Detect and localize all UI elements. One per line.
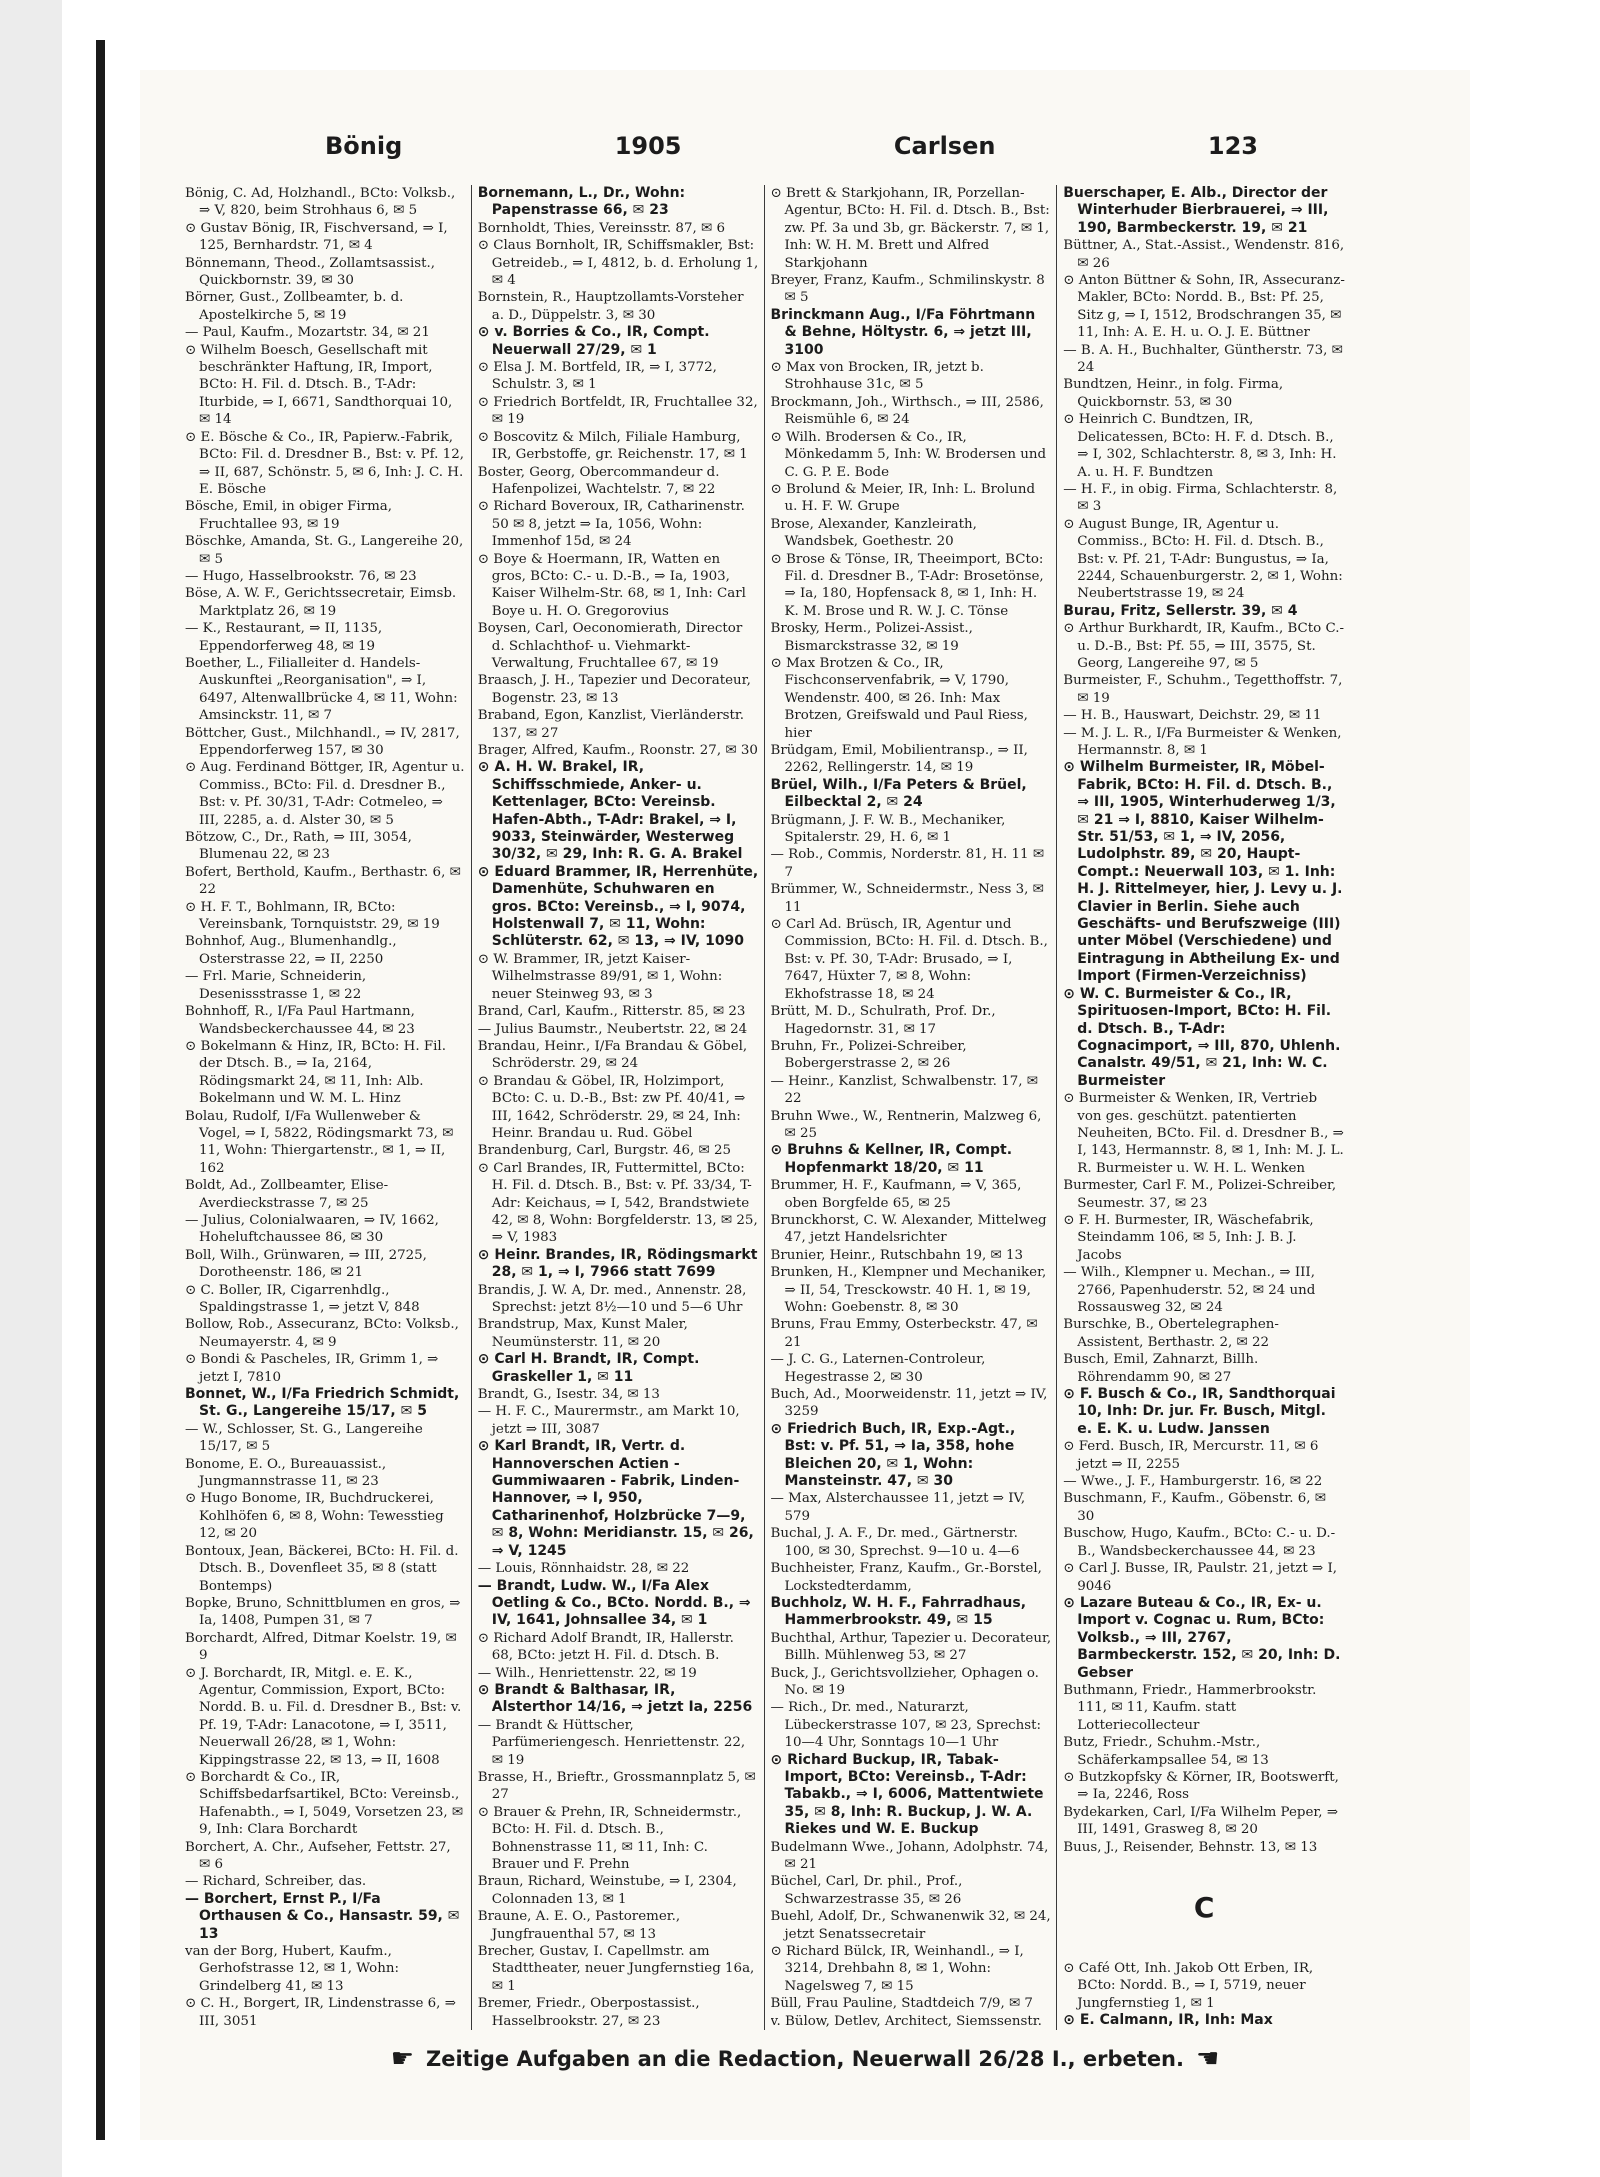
directory-entry: — Hugo, Hasselbrookstr. 76, ✉ 23 xyxy=(185,568,417,584)
directory-entry: ⊙ Arthur Burkhardt, IR, Kaufm., BCto C.- u. D.-B., Bst: Pf. 55, ⇒ III, 3575, St. Georg, Langereihe 97, ✉ 5 xyxy=(1063,621,1345,671)
directory-entry: ⊙ Borchardt & Co., IR, Schiffsbedarfsartikel, BCto: Vereinsb., Hafenabth., ⇒ I, 5049, Vorsetzen 23, ✉ 9, Inh: Clara Borchardt xyxy=(185,1769,464,1838)
directory-entry: Bönnemann, Theod., Zollamtsassist., Quickbornstr. 39, ✉ 30 xyxy=(185,255,436,289)
directory-entry: — Louis, Rönnhaidstr. 28, ✉ 22 xyxy=(477,1561,690,1577)
directory-entry: — Heinr., Kanzlist, Schwalbenstr. 17, ✉ 22 xyxy=(770,1073,1038,1107)
column-4 xyxy=(1063,185,1350,2030)
directory-entry: Brandis, J. W. A, Dr. med., Annenstr. 28, Sprechst: jetzt 8½—10 und 5—6 Uhr xyxy=(477,1282,747,1315)
directory-entry: ⊙ Wilhelm Boesch, Gesellschaft mit beschränkter Haftung, IR, Import, BCto: H. Fil. d. Dtsch. B., T-Adr: Iturbide, ⇒ I, 6671, Sandthorquai 10, ✉ 14 xyxy=(185,342,453,428)
directory-entry: — Richard, Schreiber, das. xyxy=(185,1874,367,1890)
directory-entry: Brunckhorst, C. W. Alexander, Mittelweg 47, jetzt Handelsrichter xyxy=(770,1212,1047,1246)
directory-entry: Bolau, Rudolf, I/Fa Wullenweber & Vogel, ⇒ I, 5822, Rödingsmarkt 73, ✉ 11, Wohn: Thiergartenstr., ✉ 1, ⇒ II, 162 xyxy=(185,1108,454,1176)
directory-entry: Bonome, E. O., Bureauassist., Jungmannstrasse 11, ✉ 23 xyxy=(185,1456,387,1490)
directory-entry: — Brandt & Hüttscher, Parfümeriengesch. Henriettenstr. 22, ✉ 19 xyxy=(477,1717,746,1768)
directory-entry: — Borchert, Ernst P., I/Fa Orthausen & Co., Hansastr. 59, ✉ 13 xyxy=(185,1890,460,1942)
directory-entry: ⊙ Richard Buckup, IR, Tabak-Import, BCto: Vereinsb., T-Adr: Tabakb., ⇒ I, 6006, Mattentwiete 35, ✉ 8, Inh: R. Buckup, J. W. A. Riekes und W. E. Buckup xyxy=(770,1751,1044,1838)
directory-entry: Bollow, Rob., Assecuranz, BCto: Volksb., Neumayerstr. 4, ✉ 9 xyxy=(185,1317,459,1350)
directory-entry: ⊙ Heinr. Brandes, IR, Rödingsmarkt 28, ✉ 1, ⇒ I, 7966 statt 7699 xyxy=(477,1246,758,1281)
binding-edge xyxy=(96,40,105,2140)
directory-entry: Brüel, Wilh., I/Fa Peters & Brüel, Eilbecktal 2, ✉ 24 xyxy=(770,776,1027,811)
directory-entry: Brügmann, J. F. W. B., Mechaniker, Spitalerstr. 29, H. 6, ✉ 1 xyxy=(770,812,1006,846)
directory-entry: ⊙ Aug. Ferdinand Böttger, IR, Agentur u. Commiss., BCto: Fil. d. Dresdner B., Bst: v. Pf. 30/31, T-Adr: Cotmeleo, ⇒ III, 2285, a. d. Alster 30, ✉ 5 xyxy=(185,760,465,828)
directory-entry: Brüdgam, Emil, Mobilientransp., ⇒ II, 2262, Rellingerstr. 14, ✉ 19 xyxy=(770,743,1028,776)
notice-text: Zeitige Aufgaben an die Redaction, Neuerwall 26/28 I., erbeten. xyxy=(426,2047,1184,2071)
directory-entry: ⊙ Elsa J. M. Bortfeld, IR, ⇒ I, 3772, Schulstr. 3, ✉ 1 xyxy=(477,360,717,393)
directory-entry: ⊙ Bondi & Pascheles, IR, Grimm 1, ⇒ jetzt I, 7810 xyxy=(185,1352,439,1385)
directory-entry: Braasch, J. H., Tapezier und Decorateur, Bogenstr. 23, ✉ 13 xyxy=(477,673,751,706)
directory-entry: ⊙ C. Boller, IR, Cigarrenhdlg., Spaldingstrasse 1, ⇒ jetzt V, 848 xyxy=(185,1282,420,1315)
directory-entry: Böse, A. W. F., Gerichtssecretair, Eimsb. Marktplatz 26, ✉ 19 xyxy=(185,586,457,619)
directory-entry: ⊙ Carl H. Brandt, IR, Compt. Graskeller 1, ✉ 11 xyxy=(477,1351,700,1385)
directory-entry: Brandstrup, Max, Kunst Maler, Neumünsterstr. 11, ✉ 20 xyxy=(477,1317,688,1350)
directory-entry: — Rich., Dr. med., Naturarzt, Lübeckerstrasse 107, ✉ 23, Sprechst: 10—4 Uhr, Sonntags 10—1 Uhr xyxy=(770,1700,1042,1751)
directory-entry: v. Bülow, Detlev, Architect, Siemssenstr. xyxy=(770,2013,1042,2029)
directory-entry: ⊙ Butzkopfsky & Körner, IR, Bootswerft, ⇒ Ia, 2246, Ross xyxy=(1063,1769,1339,1803)
directory-entry: Breyer, Franz, Kaufm., Schmilinskystr. 8 ✉ 5 xyxy=(770,273,1045,306)
directory-entry: ⊙ Friedrich Bortfeldt, IR, Fruchtallee 32, ✉ 19 xyxy=(477,394,758,428)
directory-entry: ⊙ F. Busch & Co., IR, Sandthorquai 10, Inh: Dr. jur. Fr. Busch, Mitgl. e. E. K. u. Ludw. Janssen xyxy=(1063,1386,1336,1437)
directory-entry: ⊙ Eduard Brammer, IR, Herrenhüte, Damenhüte, Schuhwaren en gros. BCto: Vereinsb., ⇒ I, 9074, Holstenwall 7, ✉ 11, Wohn: Schlüterstr. 62, ✉ 13, ⇒ IV, 1090 xyxy=(477,863,759,950)
directory-columns xyxy=(185,185,1350,2030)
directory-entry: Büchel, Carl, Dr. phil., Prof., Schwarzestrasse 35, ✉ 26 xyxy=(770,1874,963,1907)
directory-entry: Bötzow, C., Dr., Rath, ⇒ III, 3054, Blumenau 22, ✉ 23 xyxy=(185,830,412,863)
directory-entry: van der Borg, Hubert, Kaufm., Gerhofstrasse 12, ✉ 1, Wohn: Grindelberg 41, ✉ 13 xyxy=(185,1944,399,1994)
directory-entry: ⊙ W. Brammer, IR, jetzt Kaiser-Wilhelmstrasse 89/91, ✉ 1, Wohn: neuer Steinweg 93, ✉ 3 xyxy=(477,951,723,1002)
directory-entry: — Wilh., Klempner u. Mechan., ⇒ III, 2766, Papenhuderstr. 52, ✉ 24 und Rossausweg 32, ✉ 24 xyxy=(1063,1265,1316,1315)
directory-entry: Bruhn, Fr., Polizei-Schreiber, Bobergerstrasse 2, ✉ 26 xyxy=(770,1038,967,1072)
directory-entry: Buehl, Adolf, Dr., Schwanenwik 32, ✉ 24, jetzt Senatssecretair xyxy=(770,1909,1051,1942)
directory-entry: ⊙ v. Borries & Co., IR, Compt. Neuerwall 27/29, ✉ 1 xyxy=(477,324,710,358)
directory-entry: ⊙ Hugo Bonome, IR, Buchdruckerei, Kohlhöfen 6, ✉ 8, Wohn: Tewesstieg 12, ✉ 20 xyxy=(185,1491,444,1542)
directory-entry: ⊙ Claus Bornholt, IR, Schiffsmakler, Bst: Getreideb., ⇒ I, 4812, b. d. Erholung 1, ✉ 4 xyxy=(477,238,759,289)
directory-entry: Boether, L., Filialleiter d. Handels-Auskunftei „Reorganisation", ⇒ I, 6497, Altenwallbrücke 4, ✉ 11, Wohn: Amsinckstr. 11, ✉ 7 xyxy=(185,655,458,724)
directory-entry: ⊙ Boye & Hoermann, IR, Watten en gros, BCto: C.- u. D.-B., ⇒ Ia, 1903, Kaiser Wilhelm-Str. 68, ✉ 1, Inh: Carl Boye u. H. O. Gregorovius xyxy=(477,551,746,619)
directory-entry: ⊙ Max von Brocken, IR, jetzt b. Strohhause 31c, ✉ 5 xyxy=(770,360,984,393)
directory-entry: Brandt, G., Isestr. 34, ✉ 13 xyxy=(477,1387,660,1403)
directory-entry: Böschke, Amanda, St. G., Langereihe 20, ✉ 5 xyxy=(185,534,464,567)
directory-entry: ⊙ Brolund & Meier, IR, Inh: L. Brolund u. H. F. W. Grupe xyxy=(770,481,1036,515)
directory-entry: Borchert, A. Chr., Aufseher, Fettstr. 27, ✉ 6 xyxy=(185,1839,451,1872)
directory-entry: Bofert, Berthold, Kaufm., Berthastr. 6, ✉ 22 xyxy=(185,864,461,898)
directory-entry: Bornemann, L., Dr., Wohn: Papenstrasse 66, ✉ 23 xyxy=(477,185,686,219)
directory-entry: Bydekarken, Carl, I/Fa Wilhelm Peper, ⇒ III, 1491, Grasweg 8, ✉ 20 xyxy=(1063,1804,1339,1838)
directory-entry: — Wilh., Henriettenstr. 22, ✉ 19 xyxy=(477,1665,697,1681)
directory-entry: ⊙ Burmeister & Wenken, IR, Vertrieb von ges. geschützt. patentierten Neuheiten, BCto. Fil. d. Dresdner B., ⇒ I, 143, Hermannstr. 8, ✉ 1, Inh: M. J. L. R. Burmeister u. W. H. L. Wenken xyxy=(1063,1091,1344,1176)
directory-entry: Bontoux, Jean, Bäckerei, BCto: H. Fil. d. Dtsch. B., Dovenfleet 35, ✉ 8 (statt Bontemps) xyxy=(185,1543,459,1594)
directory-entry: — M. J. L. R., I/Fa Burmeister & Wenken, Hermannstr. 8, ✉ 1 xyxy=(1063,725,1342,758)
directory-entry: Brinckmann Aug., I/Fa Föhrtmann & Behne, Höltystr. 6, ⇒ jetzt III, 3100 xyxy=(770,306,1036,358)
directory-entry: Boldt, Ad., Zollbeamter, Elise-Averdieckstrasse 7, ✉ 25 xyxy=(185,1178,389,1211)
directory-entry: — H. F. C., Maurermstr., am Markt 10, jetzt ⇒ III, 3087 xyxy=(477,1404,740,1437)
directory-entry: Bohnhof, Aug., Blumenhandlg., Osterstrasse 22, ⇒ II, 2250 xyxy=(185,934,397,967)
directory-entry: ⊙ Karl Brandt, IR, Vertr. d. Hannoverschen Actien - Gummiwaaren - Fabrik, Linden-Hannover, ⇒ I, 950, Catharinenhof, Holzbrücke 7—9, ✉ 8, Wohn: Meridianstr. 15, ✉ 26, ⇒ V, 1245 xyxy=(477,1438,754,1559)
directory-entry: Brasse, H., Brieftr., Grossmannplatz 5, ✉ 27 xyxy=(477,1769,756,1803)
page-number: 123 xyxy=(1207,132,1258,160)
directory-entry: Brunken, H., Klempner und Mechaniker, ⇒ II, 54, Tresckowstr. 40 H. 1, ✉ 19, Wohn: Goebenstr. 8, ✉ 30 xyxy=(770,1265,1047,1315)
directory-entry: ⊙ Brett & Starkjohann, IR, Porzellan-Agentur, BCto: H. Fil. d. Dtsch. B., Bst: zw. Pf. 3a und 3b, gr. Bäckerstr. 7, ✉ 1, Inh: W. H. M. Brett und Alfred Starkjohann xyxy=(770,186,1050,271)
directory-entry: — Max, Alsterchaussee 11, jetzt ⇒ IV, 579 xyxy=(770,1491,1026,1524)
section-letter: C xyxy=(1193,1891,1215,1924)
directory-entry: — H. F., in obig. Firma, Schlachterstr. 8, ✉ 3 xyxy=(1063,481,1338,515)
directory-entry: ⊙ Carl J. Busse, IR, Paulstr. 21, jetzt ⇒ I, 9046 xyxy=(1063,1561,1337,1594)
directory-entry: Brose, Alexander, Kanzleirath, Wandsbek, Goethestr. 20 xyxy=(770,516,977,550)
directory-entry: Buchal, J. A. F., Dr. med., Gärtnerstr. 100, ✉ 30, Sprechst. 9—10 u. 4—6 xyxy=(770,1526,1020,1559)
directory-entry: ⊙ Brandt & Balthasar, IR, Alsterthor 14/16, ⇒ jetzt Ia, 2256 xyxy=(477,1681,753,1716)
directory-entry: Brunier, Heinr., Rutschbahn 19, ✉ 13 xyxy=(770,1247,1024,1263)
directory-entry: Burmeister, F., Schuhm., Tegetthoffstr. 7, ✉ 19 xyxy=(1063,673,1343,706)
directory-entry: — H. B., Hauswart, Deichstr. 29, ✉ 11 xyxy=(1063,708,1322,724)
directory-entry: Boster, Georg, Obercommandeur d. Hafenpolizei, Wachtelstr. 7, ✉ 22 xyxy=(477,464,720,497)
directory-entry: ⊙ H. F. T., Bohlmann, IR, BCto: Vereinsbank, Tornquiststr. 29, ✉ 19 xyxy=(185,899,440,933)
directory-entry: Busch, Emil, Zahnarzt, Billh. Röhrendamm 90, ✉ 27 xyxy=(1063,1352,1259,1385)
directory-entry: Brandau, Heinr., I/Fa Brandau & Göbel, Schröderstr. 29, ✉ 24 xyxy=(477,1038,748,1072)
directory-entry: Buerschaper, E. Alb., Director der Winterhuder Bierbrauerei, ⇒ III, 190, Barmbeckerstr. 19, ✉ 21 xyxy=(1063,185,1329,236)
directory-entry: Büll, Frau Pauline, Stadtdeich 7/9, ✉ 7 xyxy=(770,1996,1033,2012)
scan-margin xyxy=(0,0,62,2177)
directory-entry: Bohnhoff, R., I/Fa Paul Hartmann, Wandsbeckerchaussee 44, ✉ 23 xyxy=(185,1004,415,1037)
directory-entry: ⊙ Wilh. Brodersen & Co., IR, Mönkedamm 5, Inh: W. Brodersen und C. G. P. E. Bode xyxy=(770,429,1047,480)
directory-entry: — Brandt, Ludw. W., I/Fa Alex Oetling & Co., BCto. Nordd. B., ⇒ IV, 1641, Johnsallee 34, ✉ 1 xyxy=(477,1577,751,1629)
directory-entry: Buthmann, Friedr., Hammerbrookstr. 111, ✉ 11, Kaufm. statt Lotteriecollecteur xyxy=(1063,1682,1317,1733)
directory-entry: Boll, Wilh., Grünwaren, ⇒ III, 2725, Dorotheenstr. 186, ✉ 21 xyxy=(185,1247,427,1281)
directory-entry: ⊙ Brose & Tönse, IR, Theeimport, BCto: Fil. d. Dresdner B., T-Adr: Brosetönse, ⇒ Ia, 180, Hopfensack 8, ✉ 1, Inh: H. K. M. Brose und R. W. J. C. Tönse xyxy=(770,551,1044,619)
directory-entry: Brümmer, W., Schneidermstr., Ness 3, ✉ 11 xyxy=(770,882,1044,915)
directory-entry: Brockmann, Joh., Wirthsch., ⇒ III, 2586, Reismühle 6, ✉ 24 xyxy=(770,394,1044,428)
directory-entry: Buschmann, F., Kaufm., Göbenstr. 6, ✉ 30 xyxy=(1063,1491,1326,1524)
directory-entry: — Rob., Commis, Norderstr. 81, H. 11 ✉ 7 xyxy=(770,847,1045,880)
directory-entry: ⊙ Anton Büttner & Sohn, IR, Assecuranz-Makler, BCto: Nordd. B., Bst: Pf. 25, Sitz g, ⇒ I, 1512, Brodschrangen 35, ✉ 11, Inh: A. E. H. u. O. J. E. Büttner xyxy=(1063,273,1345,341)
directory-entry: Bonnet, W., I/Fa Friedrich Schmidt, St. G., Langereihe 15/17, ✉ 5 xyxy=(185,1386,460,1420)
column-3 xyxy=(771,185,1058,2030)
directory-entry: ⊙ J. Borchardt, IR, Mitgl. e. E. K., Agentur, Commission, Export, BCto: Nordd. B. u. Fil. d. Dresdner B., Bst: v. Pf. 19, T-Adr: Lanacotone, ⇒ I, 3511, Neuerwall 26/28, ✉ 1, Wohn: Kippingstrasse 22, ✉ 13, ⇒ II, 1608 xyxy=(185,1665,462,1768)
directory-entry: ⊙ A. H. W. Brakel, IR, Schiffsschmiede, Anker- u. Kettenlager, BCto: Vereinsb. Hafen-Abth., T-Adr: Brakel, ⇒ I, 9033, Steinwärder, Westerweg 30/32, ✉ 29, Inh: R. G. A. Brakel xyxy=(477,759,743,863)
directory-entry: — J. C. G., Laternen-Controleur, Hegestrasse 2, ✉ 30 xyxy=(770,1352,986,1385)
running-header xyxy=(325,132,1258,176)
directory-entry: — Julius, Colonialwaaren, ⇒ IV, 1662, Hoheluftchaussee 86, ✉ 30 xyxy=(185,1212,439,1246)
directory-entry: Böttcher, Gust., Milchhandl., ⇒ IV, 2817, Eppendorferweg 157, ✉ 30 xyxy=(185,725,460,758)
directory-entry: Bundtzen, Heinr., in folg. Firma, Quickbornstr. 53, ✉ 30 xyxy=(1063,377,1284,410)
directory-entry: — Wwe., J. F., Hamburgerstr. 16, ✉ 22 xyxy=(1063,1474,1323,1490)
directory-entry: Bönig, C. Ad, Holzhandl., BCto: Volksb., ⇒ V, 820, beim Strohhaus 6, ✉ 5 xyxy=(185,186,456,219)
directory-entry: ⊙ Heinrich C. Bundtzen, IR, Delicatessen, BCto: H. F. d. Dtsch. B., ⇒ I, 302, Schlachterstr. 8, ✉ 3, Inh: H. A. u. H. F. Bundtzen xyxy=(1063,412,1337,480)
directory-entry: Brecher, Gustav, I. Capellmstr. am Stadttheater, neuer Jungfernstieg 16a, ✉ 1 xyxy=(477,1944,755,1994)
directory-entry: ⊙ Café Ott, Inh. Jakob Ott Erben, IR, BCto: Nordd. B., ⇒ I, 5719, neuer Jungfernstieg 1, ✉ 1 xyxy=(1063,1961,1314,2011)
directory-entry: ⊙ Gustav Bönig, IR, Fischversand, ⇒ I, 125, Bernhardstr. 71, ✉ 4 xyxy=(185,220,448,254)
directory-entry: Buus, J., Reisender, Behnstr. 13, ✉ 13 xyxy=(1063,1839,1318,1855)
directory-entry: Brosky, Herm., Polizei-Assist., Bismarckstrasse 32, ✉ 19 xyxy=(770,621,973,654)
directory-entry: ⊙ E. Calmann, IR, Inh: Max xyxy=(1063,2012,1273,2029)
directory-entry: — B. A. H., Buchhalter, Güntherstr. 73, ✉ 24 xyxy=(1063,342,1343,376)
directory-entry: — W., Schlosser, St. G., Langereihe 15/17, ✉ 5 xyxy=(185,1421,423,1455)
directory-entry: Brandenburg, Carl, Burgstr. 46, ✉ 25 xyxy=(477,1143,732,1159)
directory-entry: Bopke, Bruno, Schnittblumen en gros, ⇒ Ia, 1408, Pumpen 31, ✉ 7 xyxy=(185,1595,461,1629)
directory-entry: ⊙ Bruhns & Kellner, IR, Compt. Hopfenmarkt 18/20, ✉ 11 xyxy=(770,1142,1013,1176)
directory-entry: Boysen, Carl, Oeconomierath, Director d. Schlachthof- u. Viehmarkt-Verwaltung, Fruchtallee 67, ✉ 19 xyxy=(477,621,743,671)
directory-entry: Budelmann Wwe., Johann, Adolphstr. 74, ✉ 21 xyxy=(770,1839,1049,1872)
directory-entry: ⊙ Bokelmann & Hinz, IR, BCto: H. Fil. der Dtsch. B., ⇒ Ia, 2164, Rödingsmarkt 24, ✉ 11, Inh: Alb. Bokelmann und W. M. L. Hinz xyxy=(185,1038,446,1107)
directory-entry: Brager, Alfred, Kaufm., Roonstr. 27, ✉ 30 xyxy=(477,743,758,758)
directory-entry: ⊙ August Bunge, IR, Agentur u. Commiss., BCto: H. Fil. d. Dtsch. B., Bst: v. Pf. 21, T-Adr: Bungustus, ⇒ Ia, 2244, Schauenburgerstr. 2, ✉ 1, Wohn: Neubertstrasse 19, ✉ 24 xyxy=(1063,516,1343,602)
directory-entry: ⊙ Richard Bülck, IR, Weinhandl., ⇒ I, 3214, Drehbahn 8, ✉ 1, Wohn: Nagelsweg 7, ✉ 15 xyxy=(770,1944,1024,1994)
directory-entry: ⊙ F. H. Burmester, IR, Wäschefabrik, Steindamm 106, ✉ 5, Inh: J. B. J. Jacobs xyxy=(1063,1212,1314,1263)
column-2 xyxy=(478,185,765,2030)
directory-entry: Buchheister, Franz, Kaufm., Gr.-Borstel, Lockstedterdamm, xyxy=(770,1561,1042,1594)
directory-entry: ⊙ Carl Ad. Brüsch, IR, Agentur und Commission, BCto: H. Fil. d. Dtsch. B., Bst: v. Pf. 30, T-Adr: Brusado, ⇒ I, 7647, Hüxter 7, ✉ 8, Wohn: Ekhofstrasse 18, ✉ 24 xyxy=(770,917,1048,1002)
directory-entry: Bruhn Wwe., W., Rentnerin, Malzweg 6, ✉ 25 xyxy=(770,1108,1042,1141)
directory-entry: Büttner, A., Stat.-Assist., Wendenstr. 816, ✉ 26 xyxy=(1063,238,1345,271)
directory-entry: Buchthal, Arthur, Tapezier u. Decorateur, Billh. Mühlenweg 53, ✉ 27 xyxy=(770,1630,1052,1664)
header-year: 1905 xyxy=(614,132,682,160)
directory-entry: ⊙ Ferd. Busch, IR, Mercurstr. 11, ✉ 6 jetzt ⇒ II, 2255 xyxy=(1063,1439,1319,1472)
directory-entry: Braband, Egon, Kanzlist, Vierländerstr. 137, ✉ 27 xyxy=(477,708,745,741)
directory-entry: Braune, A. E. O., Pastoremer., Jungfrauenthal 57, ✉ 13 xyxy=(477,1909,681,1942)
directory-entry: ⊙ Lazare Buteau & Co., IR, Ex- u. Import v. Cognac u. Rum, BCto: Volksb., ⇒ III, 2767, Barmbeckerstr. 152, ✉ 20, Inh: D. Gebser xyxy=(1063,1594,1341,1681)
directory-entry: Braun, Richard, Weinstube, ⇒ I, 2304, Colonnaden 13, ✉ 1 xyxy=(477,1874,737,1907)
directory-entry: Borchardt, Alfred, Ditmar Koelstr. 19, ✉ 9 xyxy=(185,1630,457,1664)
header-right-word: Carlsen xyxy=(893,132,996,160)
directory-entry: Brütt, M. D., Schulrath, Prof. Dr., Hagedornstr. 31, ✉ 17 xyxy=(770,1004,996,1037)
column-1 xyxy=(185,185,472,2030)
directory-entry: Bornholdt, Thies, Vereinsstr. 87, ✉ 6 xyxy=(477,220,725,236)
directory-entry: Buschow, Hugo, Kaufm., BCto: C.- u. D.-B., Wandsbeckerchaussee 44, ✉ 23 xyxy=(1063,1526,1336,1559)
directory-entry: Butz, Friedr., Schuhm.-Mstr., Schäferkampsallee 54, ✉ 13 xyxy=(1063,1735,1269,1768)
directory-entry: Burmester, Carl F. M., Polizei-Schreiber, Seumestr. 37, ✉ 23 xyxy=(1063,1178,1337,1211)
directory-entry: Bornstein, R., Hauptzollamts-Vorsteher a. D., Düppelstr. 3, ✉ 30 xyxy=(477,290,744,323)
directory-page xyxy=(140,70,1470,2140)
directory-entry: Brand, Carl, Kaufm., Ritterstr. 85, ✉ 23 xyxy=(477,1004,746,1020)
directory-entry: ⊙ W. C. Burmeister & Co., IR, Spirituosen-Import, BCto: H. Fil. d. Dtsch. B., T-Adr: Cognacimport, ⇒ III, 870, Uhlenh. Canalstr. 49/51, ✉ 21, Inh: W. C. Burmeister xyxy=(1063,985,1341,1089)
editorial-notice xyxy=(350,2042,1260,2076)
directory-entry: ⊙ Brauer & Prehn, IR, Schneidermstr., BCto: H. Fil. d. Dtsch. B., Bohnenstrasse 11, ✉ 11, Inh: C. Brauer und F. Prehn xyxy=(477,1804,742,1872)
directory-entry: Burschke, B., Obertelegraphen-Assistent, Berthastr. 2, ✉ 22 xyxy=(1063,1317,1279,1350)
directory-entry: ⊙ C. H., Borgert, IR, Lindenstrasse 6, ⇒ III, 3051 xyxy=(185,1996,456,2029)
directory-entry: — Paul, Kaufm., Mozartstr. 34, ✉ 21 xyxy=(185,325,430,341)
directory-entry: ⊙ Richard Boveroux, IR, Catharinenstr. 50 ✉ 8, jetzt ⇒ Ia, 1056, Wohn: Immenhof 15d, ✉ 24 xyxy=(477,499,745,550)
directory-entry: Brummer, H. F., Kaufmann, ⇒ V, 365, oben Borgfelde 65, ✉ 25 xyxy=(770,1178,1022,1211)
directory-entry: Buchholz, W. H. F., Fahrradhaus, Hammerbrookstr. 49, ✉ 15 xyxy=(770,1594,1027,1629)
directory-entry: ⊙ Carl Brandes, IR, Futtermittel, BCto: H. Fil. d. Dtsch. B., Bst: v. Pf. 33/34, T-Adr: Keichaus, ⇒ I, 542, Brandstwiete 42, ✉ 8, Wohn: Borgfelderstr. 13, ✉ 25, ⇒ V, 1983 xyxy=(477,1160,758,1246)
directory-entry: — Julius Baumstr., Neubertstr. 22, ✉ 24 xyxy=(477,1021,748,1037)
directory-entry: Börner, Gust., Zollbeamter, b. d. Apostelkirche 5, ✉ 19 xyxy=(185,290,404,323)
directory-entry: — K., Restaurant, ⇒ II, 1135, Eppendorferweg 48, ✉ 19 xyxy=(185,621,383,654)
directory-entry: Bösche, Emil, in obiger Firma, Fruchtallee 93, ✉ 19 xyxy=(185,499,393,532)
directory-entry: Buch, Ad., Moorweidenstr. 11, jetzt ⇒ IV, 3259 xyxy=(770,1387,1048,1420)
directory-entry: ⊙ Richard Adolf Brandt, IR, Hallerstr. 68, BCto: jetzt H. Fil. d. Dtsch. B. xyxy=(477,1630,734,1664)
directory-entry: Bruns, Frau Emmy, Osterbeckstr. 47, ✉ 21 xyxy=(770,1317,1038,1350)
directory-entry: Buck, J., Gerichtsvollzieher, Ophagen o. No. ✉ 19 xyxy=(770,1665,1039,1698)
directory-entry: ⊙ Boscovitz & Milch, Filiale Hamburg, IR, Gerbstoffe, gr. Reichenstr. 17, ✉ 1 xyxy=(477,429,748,463)
directory-entry: Bremer, Friedr., Oberpostassist., Hasselbrookstr. 27, ✉ 23 xyxy=(477,1996,700,2029)
directory-entry: ⊙ Max Brotzen & Co., IR, Fischconservenfabrik, ⇒ V, 1790, Wendenstr. 400, ✉ 26. Inh: Max Brotzen, Greifswald und Paul Riess, hier xyxy=(770,655,1028,741)
header-left-word: Bönig xyxy=(325,132,403,160)
pointing-hand-right-icon: ☛ xyxy=(390,2044,414,2074)
directory-entry: Burau, Fritz, Sellerstr. 39, ✉ 4 xyxy=(1063,602,1298,619)
directory-entry: ⊙ Brandau & Göbel, IR, Holzimport, BCto: C. u. D.-B., Bst: zw Pf. 40/41, ⇒ III, 1642, Schröderstr. 29, ✉ 24, Inh: Heinr. Brandau u. Rud. Göbel xyxy=(477,1073,746,1141)
directory-entry: — Frl. Marie, Schneiderin, Desenissstrasse 1, ✉ 22 xyxy=(185,969,367,1002)
directory-entry: ⊙ Wilhelm Burmeister, IR, Möbel-Fabrik, BCto: H. Fil. d. Dtsch. B., ⇒ III, 1905, Winterhuderweg 1/3, ✉ 21 ⇒ I, 8810, Kaiser Wilhelm-Str. 51/53, ✉ 1, ⇒ IV, 2056, Ludolphstr. 89, ✉ 20, Haupt-Compt.: Neuerwall 103, ✉ 1. Inh: H. J. Rittelmeyer, hier, J. Levy u. J. Clavier in Berlin. Siehe auch Geschäfts- und Berufszweige (III) unter Möbel (Verschiedene) und Eintragung in Abtheilung Ex- und Import (Firmen-Verzeichniss) xyxy=(1063,759,1343,985)
directory-entry: ⊙ Friedrich Buch, IR, Exp.-Agt., Bst: v. Pf. 51, ⇒ Ia, 358, hohe Bleichen 20, ✉ 1, Wohn: Mansteinstr. 47, ✉ 30 xyxy=(770,1420,1016,1490)
pointing-hand-left-icon: ☚ xyxy=(1196,2044,1220,2074)
directory-entry: ⊙ E. Bösche & Co., IR, Papierw.-Fabrik, BCto: Fil. d. Dresdner B., Bst: v. Pf. 12, ⇒ II, 687, Schönstr. 5, ✉ 6, Inh: J. C. H. E. Bösche xyxy=(185,429,464,497)
